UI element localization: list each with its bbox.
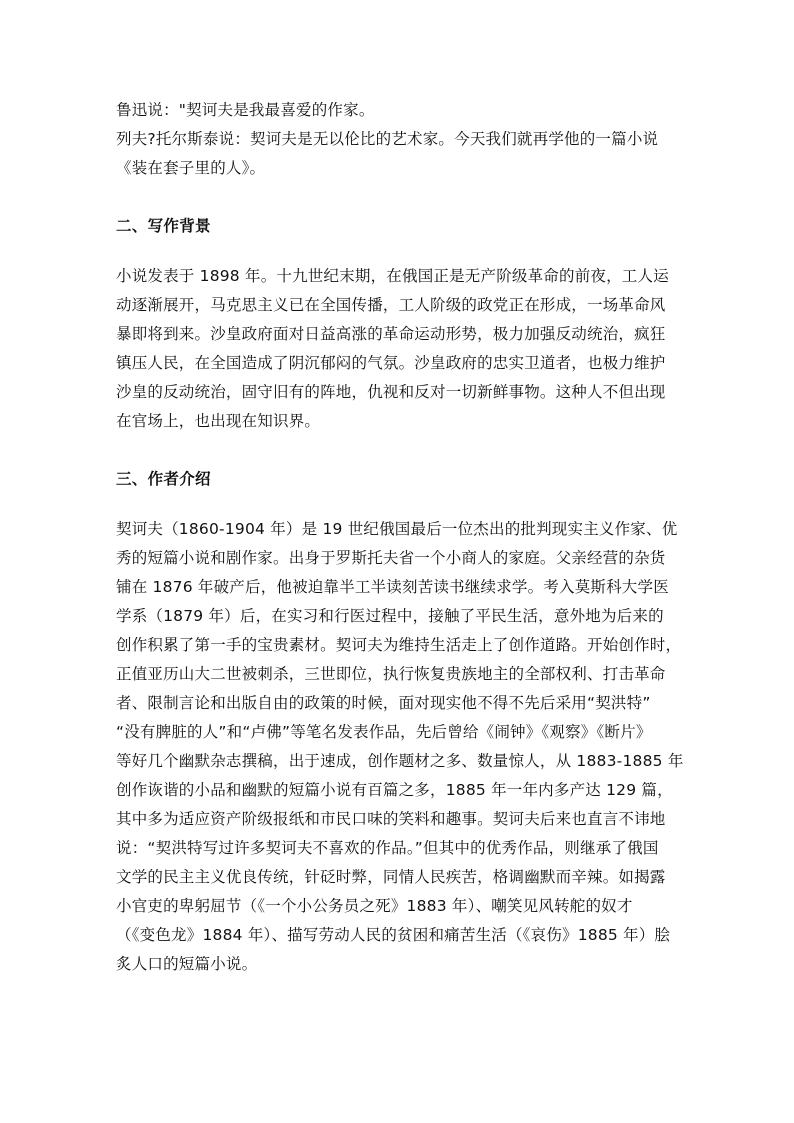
body-line: 在官场上，也出现在知识界。 (116, 412, 321, 430)
body-line: “没有脾脏的人”和“卢佛”等笔名发表作品，先后曾给《闹钟》《观察》《断片》 (116, 723, 652, 741)
body-line: 镇压人民，在全国造成了阴沉郁闷的气氛。沙皇政府的忠实卫道者，也极力维护 (116, 354, 666, 372)
body-line: 契诃夫（1860-1904 年）是 19 世纪俄国最后一位杰出的批判现实主义作家、优 (116, 520, 678, 538)
writing-background-paragraph (116, 262, 676, 436)
section-heading-author-intro: 三、作者介绍 (116, 470, 211, 488)
document-page (116, 96, 684, 979)
intro-line: 鲁迅说："契诃夫是我最喜爱的作家。 (116, 101, 375, 119)
body-line: 创作诙谐的小品和幽默的短篇小说有百篇之多，1885 年一年内多产达 129 篇， (116, 781, 673, 799)
body-line: 炙人口的短篇小说。 (116, 955, 258, 973)
body-line: 学系（1879 年）后，在实习和行医过程中，接触了平民生活，意外地为后来的 (116, 607, 664, 625)
body-line: 其中多为适应资产阶级报纸和市民口味的笑料和趣事。契诃夫后来也直言不讳地 (116, 810, 666, 828)
body-line: 说：“契洪特写过许多契诃夫不喜欢的作品。”但其中的优秀作品，则继承了俄国 (116, 839, 659, 857)
body-line: （《变色龙》1884 年）、描写劳动人民的贫困和痛苦生活（《哀伤》1885 年）脍 (116, 926, 671, 944)
body-line: 等好几个幽默杂志撰稿，出于速成，创作题材之多、数量惊人，从 1883-1885 年 (116, 752, 684, 770)
section-heading-writing-background: 二、写作背景 (116, 217, 211, 235)
body-line: 创作积累了第一手的宝贵素材。契诃夫为维持生活走上了创作道路。开始创作时， (116, 636, 682, 654)
body-line: 暴即将到来。沙皇政府面对日益高涨的革命运动形势，极力加强反动统治，疯狂 (116, 325, 666, 343)
body-line: 动逐渐展开，马克思主义已在全国传播，工人阶级的政党正在形成，一场革命风 (116, 296, 666, 314)
body-line: 小官吏的卑躬屈节（《一个小公务员之死》1883 年）、嘲笑见风转舵的奴才 (116, 897, 633, 915)
body-line: 沙皇的反动统治，固守旧有的阵地，仇视和反对一切新鲜事物。这种人不但出现 (116, 383, 666, 401)
body-line: 文学的民主主义优良传统，针砭时弊，同情人民疾苦，格调幽默而辛辣。如揭露 (116, 868, 666, 886)
intro-line: 《装在套子里的人》。 (116, 159, 266, 177)
body-line: 小说发表于 1898 年。十九世纪末期，在俄国正是无产阶级革命的前夜，工人运 (116, 267, 669, 285)
body-line: 者、限制言论和出版自由的政策的时候，面对现实他不得不先后采用“契洪特” (116, 694, 651, 712)
body-line: 铺在 1876 年破产后，他被迫靠半工半读刻苦读书继续求学。考入莫斯科大学医 (116, 578, 669, 596)
intro-paragraph (116, 96, 676, 183)
body-line: 秀的短篇小说和剧作家。出身于罗斯托夫省一个小商人的家庭。父亲经营的杂货 (116, 549, 666, 567)
author-intro-paragraph (116, 515, 684, 979)
body-line: 正值亚历山大二世被刺杀，三世即位，执行恢复贵族地主的全部权利、打击革命 (116, 665, 666, 683)
intro-line: 列夫?托尔斯泰说：契诃夫是无以伦比的艺术家。今天我们就再学他的一篇小说 (116, 130, 659, 148)
